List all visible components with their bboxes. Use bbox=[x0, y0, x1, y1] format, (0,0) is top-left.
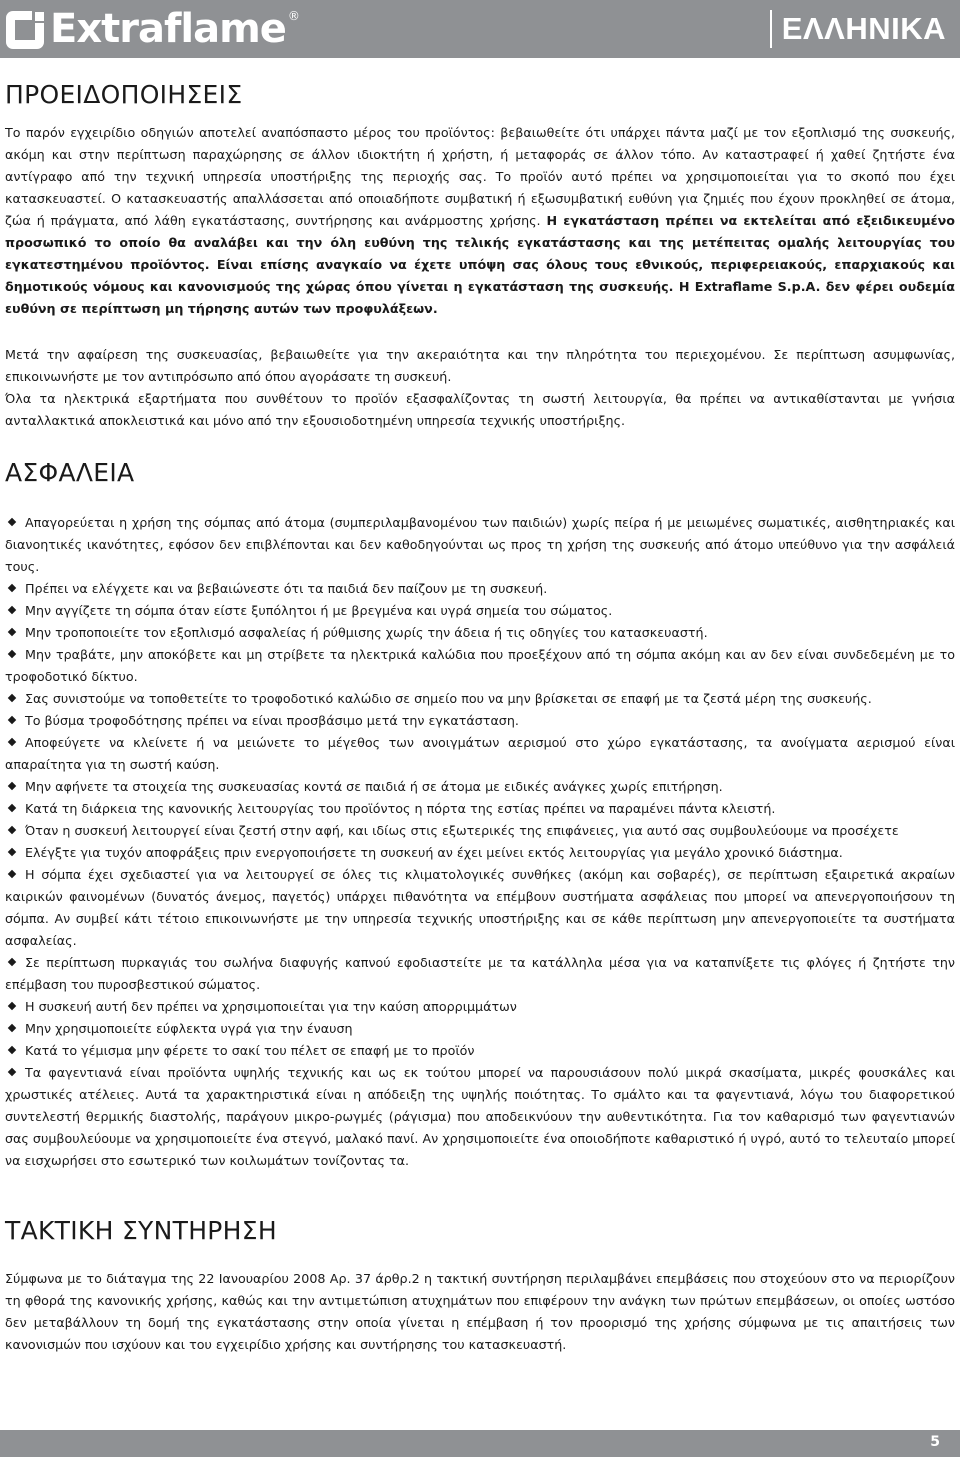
list-item bbox=[5, 688, 955, 710]
list-item-text: Μην αγγίζετε τη σόμπα όταν είστε ξυπόλητοι ή με βρεγμένα και υγρά σημεία του σώματος. bbox=[25, 603, 613, 618]
registered-mark: ® bbox=[287, 9, 300, 23]
diamond-bullet-icon bbox=[8, 782, 16, 790]
list-item-text: Η συσκευή αυτή δεν πρέπει να χρησιμοποιείται για την καύση απορριμμάτων bbox=[25, 999, 517, 1014]
diamond-bullet-icon bbox=[8, 650, 16, 658]
diamond-bullet-icon bbox=[8, 1046, 16, 1054]
diamond-bullet-icon bbox=[8, 804, 16, 812]
list-item bbox=[5, 732, 955, 776]
diamond-bullet-icon bbox=[8, 1068, 16, 1076]
diamond-bullet-icon bbox=[8, 1002, 16, 1010]
page-number: 5 bbox=[930, 1434, 940, 1450]
packaging-block bbox=[5, 344, 955, 432]
list-item-text: Το βύσμα τροφοδότησης πρέπει να είναι προσβάσιμο μετά την εγκατάσταση. bbox=[25, 713, 519, 728]
diamond-bullet-icon bbox=[8, 584, 16, 592]
list-item bbox=[5, 996, 955, 1018]
list-item bbox=[5, 644, 955, 688]
list-item bbox=[5, 600, 955, 622]
list-item bbox=[5, 1062, 955, 1172]
electrical-parts-paragraph: Όλα τα ηλεκτρικά εξαρτήματα που συνθέτουν το προϊόν εξασφαλίζοντας τη σωστή λειτουργία, θα πρέπει να αντικαθίστανται με γνήσια ανταλλακτικά αποκλειστικά και μόνο από την εξουσιοδοτημένη υπηρεσία τεχνικής υποστήριξης. bbox=[5, 391, 955, 428]
list-item-text: Μην τροποποιείτε τον εξοπλισμό ασφαλείας ή ρύθμισης χωρίς την άδεια ή τις οδηγίες του κατασκευαστή. bbox=[25, 625, 708, 640]
list-item bbox=[5, 578, 955, 600]
language-label bbox=[770, 8, 946, 50]
list-item-text: Η σόμπα έχει σχεδιαστεί για να λειτουργεί σε όλες τις κλιματολογικές συνθήκες (ακόμη και σοβαρές), σε περίπτωση εξαιρετικά ακραίων καιρικών φαινομένων (δυνατός άνεμος, παγετός) υπάρχει πιθανότητα να επέμβουν συστήματα ασφάλειας που μπορεί να απενεργοποιήσουν τη σόμπα. Αν συμβεί κάτι τέτοιο επικοινωνήστε με την υπηρεσία τεχνικής υποστήριξης και σε κάθε περίπτωση μην απενεργοποιείτε τα συστήματα ασφαλείας. bbox=[5, 867, 955, 948]
diamond-bullet-icon bbox=[8, 628, 16, 636]
list-item-text: Μην αφήνετε τα στοιχεία της συσκευασίας κοντά σε παιδιά ή σε άτομα με ειδικές ανάγκες χωρίς επιτήρηση. bbox=[25, 779, 723, 794]
list-item bbox=[5, 622, 955, 644]
warnings-title: ΠΡΟΕΙΔΟΠΟΙΗΣΕΙΣ bbox=[5, 80, 243, 109]
warnings-bold-text: Η εγκατάσταση πρέπει να εκτελείται από εξειδικευμένο προσωπικό το οποίο θα αναλάβει και την όλη ευθύνη της τελικής εγκατάστασης και της μετέπειτας ομαλής λειτουργίας του εγκατεστημένου προϊόντος. Είναι επίσης αναγκαίο να έχετε υπόψη σας όλους τους εθνικούς, περιφερειακούς, επαρχιακούς και δημοτικούς νόμους και κανονισμούς της χώρας όπου γίνεται η εγκατάσταση της συσκευής. Η Extraflame S.p.A. δεν φέρει ουδεμία ευθύνη σε περίπτωση μη τήρησης αυτών των προφυλάξεων. bbox=[5, 213, 955, 316]
language-text: ΕΛΛΗΝΙΚΑ bbox=[781, 11, 946, 46]
list-item-text: Σε περίπτωση πυρκαγιάς του σωλήνα διαφυγής καπνού εφοδιαστείτε με τα κατάλληλα μέσα για να καταπνίξετε τις φλόγες ή ζητήστε την επέμβαση του πυροσβεστικού σώματος. bbox=[5, 955, 955, 992]
list-item-text: Όταν η συσκευή λειτουργεί είναι ζεστή στην αφή, και ιδίως στις εξωτερικές της επιφάνειες, για αυτό σας συμβουλεύουμε να προσέχετε bbox=[25, 823, 899, 838]
list-item bbox=[5, 512, 955, 578]
list-item bbox=[5, 820, 955, 842]
list-item bbox=[5, 710, 955, 732]
list-item-text: Σας συνιστούμε να τοποθετείτε το τροφοδοτικό καλώδιο σε σημείο που να μην βρίσκεται σε επαφή με τα ζεστά μέρη της συσκευής. bbox=[25, 691, 872, 706]
list-item-text: Κατά το γέμισμα μην φέρετε το σακί του πέλετ σε επαφή με το προϊόν bbox=[25, 1043, 475, 1058]
diamond-bullet-icon bbox=[8, 716, 16, 724]
brand-logo bbox=[4, 4, 300, 54]
diamond-bullet-icon bbox=[8, 694, 16, 702]
list-item bbox=[5, 1040, 955, 1062]
list-item bbox=[5, 864, 955, 952]
list-item-text: Ελέγξτε για τυχόν αποφράξεις πριν ενεργοποιήσετε τη συσκευή αν έχει μείνει εκτός λειτουργίας για μεγάλο χρονικό διάστημα. bbox=[25, 845, 843, 860]
warnings-paragraph bbox=[5, 122, 955, 320]
diamond-bullet-icon bbox=[8, 870, 16, 878]
diamond-bullet-icon bbox=[8, 606, 16, 614]
maintenance-title: ΤΑΚΤΙΚΗ ΣΥΝΤΗΡΗΣΗ bbox=[5, 1216, 277, 1245]
logo-mark-icon bbox=[4, 7, 48, 51]
language-divider bbox=[770, 10, 772, 48]
list-item bbox=[5, 798, 955, 820]
list-item-text: Απαγορεύεται η χρήση της σόμπας από άτομα (συμπεριλαμβανομένου των παιδιών) χωρίς πείρα ή με μειωμένες σωματικές, αισθητηριακές και διανοητικές ικανότητες, εφόσον δεν επιβλέπονται και δεν καθοδηγούνται ως προς τη χρήση της συσκευής από άτομο υπεύθυνο για την ασφάλειά τους. bbox=[5, 515, 955, 574]
diamond-bullet-icon bbox=[8, 826, 16, 834]
list-item-text: Κατά τη διάρκεια της κανονικής λειτουργίας του προϊόντος η πόρτα της εστίας πρέπει να παραμένει πάντα κλειστή. bbox=[25, 801, 776, 816]
warnings-text: Το παρόν εγχειρίδιο οδηγιών αποτελεί αναπόσπαστο μέρος του προϊόντος: βεβαιωθείτε ότι υπάρχει πάντα μαζί με τον εξοπλισμό της συσκευής, ακόμη και στην περίπτωση παραχώρησης σε άλλον ιδιοκτήτη ή χρήστη, ή μεταφοράς σε άλλον τόπο. Αν καταστραφεί ή χαθεί ζητήστε ένα αντίγραφο από την τεχνική υπηρεσία υποστήριξης της περιοχής σας. Το προϊόν αυτό πρέπει να χρησιμοποιείται για το σκοπό που έχει κατασκευαστεί. Ο κατασκευαστής απαλλάσσεται από οποιαδήποτε συμβατική ή εξωσυμβατική ευθύνη για ζημιές που έχουν προκληθεί σε άτομα, ζώα ή πράγματα, από λάθη εγκατάστασης, συντήρησης και ανάρμοστης χρήσης. bbox=[5, 125, 955, 228]
list-item-text: Μην χρησιμοποιείτε εύφλεκτα υγρά για την έναυση bbox=[25, 1021, 353, 1036]
list-item-text: Μην τραβάτε, μην αποκόβετε και μη στρίβετε τα ηλεκτρικά καλώδια που προεξέχουν από τη σόμπα ακόμη και αν δεν είναι συνδεδεμένη με το τροφοδοτικό δίκτυο. bbox=[5, 647, 955, 684]
list-item bbox=[5, 952, 955, 996]
packaging-paragraph: Μετά την αφαίρεση της συσκευασίας, βεβαιωθείτε για την ακεραιότητα και την πληρότητα του περιεχομένου. Σε περίπτωση ασυμφωνίας, επικοινωνήστε με τον αντιπρόσωπο από όπου αγοράσατε τη συσκευή. bbox=[5, 347, 955, 384]
list-item bbox=[5, 776, 955, 798]
logo-text: Extraflame bbox=[50, 6, 286, 52]
list-item-text: Αποφεύγετε να κλείνετε ή να μειώνετε το μέγεθος των ανοιγμάτων αερισμού στο χώρο εγκατάστασης, τα ανοίγματα αερισμού είναι απαραίτητα για τη σωστή καύση. bbox=[5, 735, 955, 772]
list-item bbox=[5, 842, 955, 864]
diamond-bullet-icon bbox=[8, 518, 16, 526]
list-item-text: Τα φαγεντιανά είναι προϊόντα υψηλής τεχνικής και ως εκ τούτου μπορεί να παρουσιάσουν πολύ μικρά σκασίματα, μικρές φουσκάλες και χρωστικές ατέλειες. Αυτά τα χαρακτηριστικά είναι η απόδειξη της υψηλής ποιότητας. Το σμάλτο και τα φαγεντιανά, λόγω του διαφορετικού συντελεστή θερμικής διαστολής, παράγουν μικρο-ρωγμές (ράγισμα) που αποδεικνύουν την αυθεντικότητα. Για τον καθαρισμό των φαγεντιανών σας συμβουλεύουμε να χρησιμοποιείτε ένα στεγνό, μαλακό πανί. Αν χρησιμοποιείτε ένα οποιοδήποτε καθαριστικό ή υγρό, αυτό το τελευταίο μπορεί να εισχωρήσει στο εσωτερικό των κοιλωμάτων τονίζοντας τα. bbox=[5, 1065, 955, 1168]
diamond-bullet-icon bbox=[8, 1024, 16, 1032]
diamond-bullet-icon bbox=[8, 848, 16, 856]
diamond-bullet-icon bbox=[8, 958, 16, 966]
header-bar bbox=[0, 0, 960, 58]
footer-bar bbox=[0, 1430, 960, 1457]
diamond-bullet-icon bbox=[8, 738, 16, 746]
safety-title: ΑΣΦΑΛΕΙΑ bbox=[5, 458, 135, 487]
list-item bbox=[5, 1018, 955, 1040]
safety-list bbox=[5, 512, 955, 1172]
maintenance-paragraph: Σύμφωνα με το διάταγμα της 22 Ιανουαρίου 2008 Αρ. 37 άρθρ.2 η τακτική συντήρηση περιλαμβάνει επεμβάσεις που στοχεύουν στο να περιορίζουν τη φθορά της κανονικής χρήσης, καθώς και την αντιμετώπιση ατυχημάτων που επιφέρουν την ανάγκη των πρώτων επεμβάσεων, οι οποίες ωστόσο δεν μεταβάλλουν τη δομή της εγκατάστασης στην οποία γίνεται η επέμβαση ή τον προορισμό της χρήσης σύμφωνα με τις απαιτήσεις των κανονισμών που ισχύουν και του εγχειρίδιο χρήσης και συντήρησης του κατασκευαστή. bbox=[5, 1271, 955, 1352]
list-item-text: Πρέπει να ελέγχετε και να βεβαιώνεστε ότι τα παιδιά δεν παίζουν με τη συσκευή. bbox=[25, 581, 548, 596]
